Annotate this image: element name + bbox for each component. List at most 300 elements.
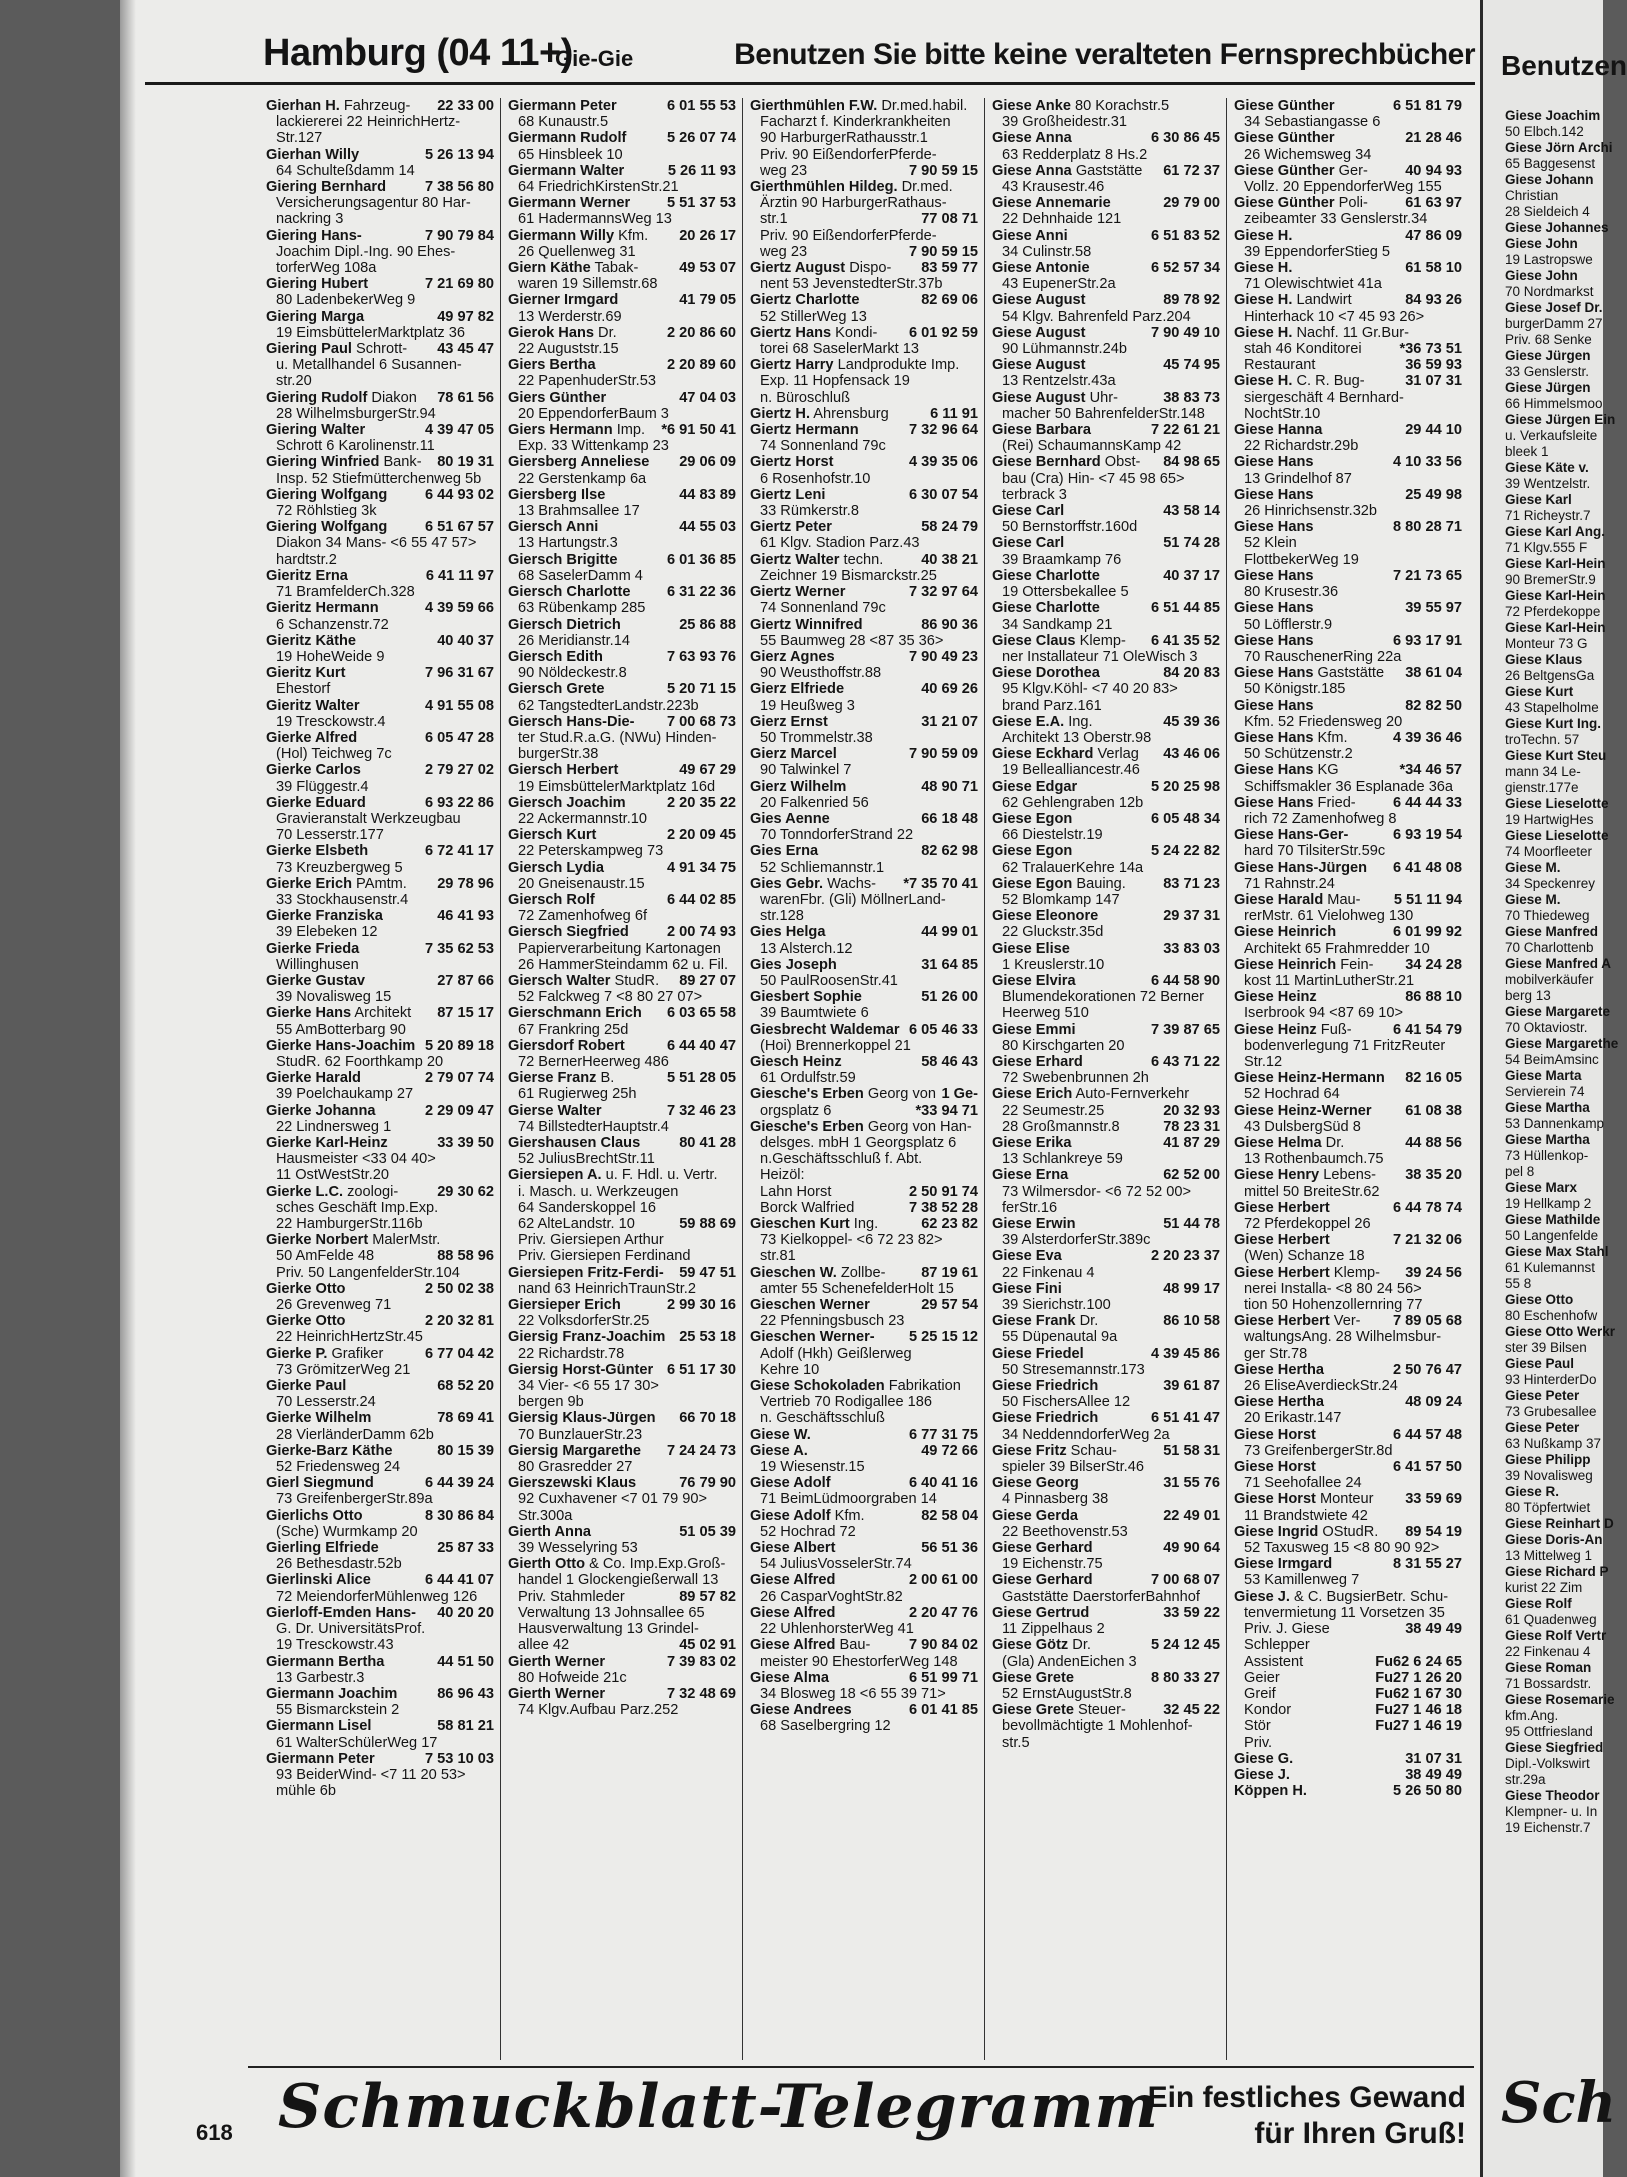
listing-line xyxy=(750,1491,984,1507)
listing-line xyxy=(266,1103,500,1119)
listing-line xyxy=(750,1135,984,1151)
next-page-line: 28 Sieldeich 4 xyxy=(1505,204,1590,219)
listing-text: bau (Cra) Hin- <7 45 98 65> xyxy=(1002,470,1185,487)
phone-number: 2 00 74 93 xyxy=(667,924,736,941)
listing-text: Architekt 13 Oberstr.98 xyxy=(1002,729,1152,746)
listing-text: 50 FischersAllee 12 xyxy=(1002,1394,1131,1411)
listing-line xyxy=(266,260,500,276)
listing-line xyxy=(750,568,984,584)
listing-line xyxy=(508,1103,742,1119)
phone-number: 41 79 05 xyxy=(679,292,736,309)
listing-text: Giering Wolfgang xyxy=(266,519,388,536)
phone-number: 6 44 57 48 xyxy=(1393,1426,1462,1443)
listing-line xyxy=(750,924,984,940)
listing-line xyxy=(266,341,500,357)
listing-text: 63 Redderplatz 8 Hs.2 xyxy=(1002,146,1148,163)
listing-text: Giese Horst xyxy=(1234,1426,1316,1443)
phone-number: 2 00 61 00 xyxy=(909,1572,978,1589)
listing-text: Giese Herbert xyxy=(1234,1199,1330,1216)
listing-text: Giese Erika xyxy=(992,1135,1072,1151)
listing-line xyxy=(750,1281,984,1297)
listing-line xyxy=(750,1427,984,1443)
listing-line xyxy=(266,130,500,146)
listing-text: 74 BillstedterHauptstr.4 xyxy=(518,1118,669,1135)
listing-text: 73 GreifenbergerStr.8d xyxy=(1244,1442,1393,1459)
listing-text: 71 BeimLüdmoorgraben 14 xyxy=(760,1491,937,1508)
listing-line xyxy=(266,1362,500,1378)
next-page-line: Giese Peter xyxy=(1505,1420,1580,1435)
listing-text: Giese Annemarie xyxy=(992,195,1111,212)
listing-line xyxy=(266,1524,500,1540)
listing-line xyxy=(508,390,742,406)
listing-text: Gierke Otto xyxy=(266,1280,346,1297)
listing-text: Giese Günther xyxy=(1234,98,1335,114)
listing-line xyxy=(1234,309,1468,325)
listing-line xyxy=(266,1540,500,1556)
listing-text: (Hol) Teichweg 7c xyxy=(276,746,392,763)
listing-line xyxy=(992,1086,1226,1102)
listing-line xyxy=(992,1232,1226,1248)
next-page-line: Giese Johann xyxy=(1505,172,1594,187)
listing-text: Giese Herbert Ver- xyxy=(1234,1313,1361,1330)
phone-number: 7 00 68 73 xyxy=(667,713,736,730)
listing-line xyxy=(508,211,742,227)
listing-text: 80 Krusestr.36 xyxy=(1244,584,1339,601)
listing-line xyxy=(266,924,500,940)
phone-number: 7 39 87 65 xyxy=(1151,1021,1220,1038)
header-range: Gie-Gie xyxy=(555,46,634,71)
phone-number: 83 71 23 xyxy=(1163,875,1220,892)
listing-line xyxy=(1234,1491,1468,1507)
listing-line xyxy=(508,292,742,308)
listing-text: Geier xyxy=(1244,1669,1280,1686)
listing-text: Giersch Kurt xyxy=(508,827,597,844)
listing-line xyxy=(750,1524,984,1540)
listing-text: Giese G. xyxy=(1234,1750,1294,1767)
phone-number: 31 07 31 xyxy=(1405,1750,1462,1767)
listing-text: Giering Marga xyxy=(266,308,365,325)
listing-line xyxy=(266,1718,500,1734)
next-page-line: Giese R. xyxy=(1505,1484,1560,1499)
listing-line xyxy=(1234,244,1468,260)
listing-text: Zeichner 19 Bismarckstr.25 xyxy=(760,567,937,584)
listing-line xyxy=(508,1184,742,1200)
phone-number: 56 51 36 xyxy=(921,1540,978,1557)
listing-text: Giers Günther xyxy=(508,389,607,406)
listing-line xyxy=(992,1070,1226,1086)
listing-line xyxy=(992,1200,1226,1216)
listing-line xyxy=(1234,1621,1468,1637)
next-page-edge xyxy=(1480,0,1627,2177)
listing-text: Giese Alfred xyxy=(750,1572,836,1589)
listing-line xyxy=(508,1281,742,1297)
phone-number: 7 89 05 68 xyxy=(1393,1313,1462,1330)
listing-line xyxy=(992,779,1226,795)
listing-line xyxy=(992,1459,1226,1475)
listing-line xyxy=(508,519,742,535)
phone-number: 89 27 07 xyxy=(679,972,736,989)
listing-line xyxy=(992,1637,1226,1653)
next-page-line: troTechn. 57 xyxy=(1505,732,1580,747)
listing-line xyxy=(508,1362,742,1378)
listing-line xyxy=(750,1329,984,1345)
listing-text: Giese Hertha xyxy=(1234,1361,1325,1378)
listing-text: Giersig Franz-Joachim xyxy=(508,1329,666,1346)
listing-line xyxy=(508,1038,742,1054)
phone-number: 51 44 78 xyxy=(1163,1216,1220,1233)
phone-number: 6 41 11 97 xyxy=(425,567,494,584)
listing-text: Gieschen Werner- xyxy=(750,1329,875,1346)
listing-line xyxy=(508,633,742,649)
listing-line xyxy=(992,633,1226,649)
listing-line xyxy=(266,941,500,957)
listing-text: Facharzt f. Kinderkrankheiten xyxy=(760,114,951,131)
listing-text: Giese H. xyxy=(1234,260,1293,277)
listing-text: 64 FriedrichKirstenStr.21 xyxy=(518,179,679,196)
phone-number: 66 70 18 xyxy=(679,1410,736,1427)
listing-text: Gieschen Kurt Ing. xyxy=(750,1216,879,1233)
next-page-line: Giese Rolf Vertr xyxy=(1505,1628,1607,1643)
listing-text: 28 WilhelmsburgerStr.94 xyxy=(276,405,436,422)
phone-number: 6 51 44 85 xyxy=(1151,600,1220,617)
phone-number: 31 21 07 xyxy=(921,713,978,730)
listing-text: Giese Harald Mau- xyxy=(1234,891,1361,908)
listing-line xyxy=(992,1410,1226,1426)
listing-text: Gierke L.C. zoologi- xyxy=(266,1183,399,1200)
listing-text: 71 Seehofallee 24 xyxy=(1244,1475,1362,1492)
listing-line xyxy=(266,698,500,714)
listing-text: Giersch Charlotte xyxy=(508,584,631,601)
listing-line xyxy=(750,665,984,681)
listing-line xyxy=(508,1216,742,1232)
listing-line xyxy=(508,1686,742,1702)
listing-line xyxy=(750,147,984,163)
phone-number: Fu62 6 24 65 xyxy=(1375,1653,1462,1670)
listing-text: Giese Fritz Schau- xyxy=(992,1442,1117,1459)
phone-number: 8 31 55 27 xyxy=(1393,1556,1462,1573)
phone-number: 2 79 27 02 xyxy=(425,762,494,779)
listing-text: Giese Hans xyxy=(1234,567,1314,584)
listing-line xyxy=(508,1086,742,1102)
listing-line xyxy=(266,211,500,227)
listing-line xyxy=(508,130,742,146)
listing-text: Gierlinski Alice xyxy=(266,1572,371,1589)
listing-text: zeibeamter 33 Genslerstr.34 xyxy=(1244,211,1428,228)
listing-line xyxy=(750,1103,984,1119)
listing-line xyxy=(508,1589,742,1605)
listing-line xyxy=(508,908,742,924)
listing-text: 19 EimsbüttelerMarktplatz 36 xyxy=(276,324,465,341)
listing-text: Giers Bertha xyxy=(508,357,596,374)
next-page-line: Giese Karl-Hein xyxy=(1505,556,1606,571)
listing-text: Giese Erhard xyxy=(992,1053,1083,1070)
phone-number: 7 39 83 02 xyxy=(667,1653,736,1670)
ad-slogan xyxy=(1148,2080,1466,2152)
listing-text: Borck Walfried xyxy=(760,1199,855,1216)
listing-line xyxy=(750,373,984,389)
listing-line xyxy=(1234,1702,1468,1718)
listing-text: 26 HammerSteindamm 62 u. Fil. xyxy=(518,956,729,973)
listing-text: n. Büroschluß xyxy=(760,389,851,406)
phone-number: 44 88 56 xyxy=(1405,1135,1462,1151)
listing-line xyxy=(750,1265,984,1281)
listing-text: 28 Großmannstr.8 xyxy=(1002,1118,1120,1135)
listing-line xyxy=(266,1070,500,1086)
listing-text: Giese Friedrich xyxy=(992,1378,1099,1395)
phone-number: 59 47 51 xyxy=(679,1264,736,1281)
listing-line xyxy=(750,973,984,989)
phone-number: 40 94 93 xyxy=(1405,162,1462,179)
listing-text: 65 Hinsbleek 10 xyxy=(518,146,623,163)
listing-line xyxy=(508,114,742,130)
phone-number: 47 86 09 xyxy=(1405,227,1462,244)
listing-text: 50 Löfflerstr.9 xyxy=(1244,616,1333,633)
listing-text: 22 UhlenhorsterWeg 41 xyxy=(760,1621,914,1638)
listing-text: 13 Schlankreye 59 xyxy=(1002,1151,1123,1168)
phone-number: 38 83 73 xyxy=(1163,389,1220,406)
listing-line xyxy=(1234,665,1468,681)
listing-text: Gierke-Barz Käthe xyxy=(266,1442,393,1459)
listing-text: Gierhan Willy xyxy=(266,146,360,163)
listing-line xyxy=(266,1135,500,1151)
listing-text: Priv. Stahmleder xyxy=(518,1588,625,1605)
listing-text: 39 Wesselyring 53 xyxy=(518,1540,638,1557)
listing-line xyxy=(508,600,742,616)
phone-number: 82 62 98 xyxy=(921,843,978,860)
phone-number: 8 80 33 27 xyxy=(1151,1669,1220,1686)
listing-text: siergeschäft 4 Bernhard- xyxy=(1244,389,1404,406)
listing-text: 19 Tresckowstr.4 xyxy=(276,713,386,730)
phone-number: 20 26 17 xyxy=(679,227,736,244)
listing-text: Giering Winfried Bank- xyxy=(266,454,422,471)
listing-line xyxy=(992,519,1226,535)
listing-text: 11 Zippelhaus 2 xyxy=(1002,1621,1105,1638)
phone-number: 88 58 96 xyxy=(437,1248,494,1265)
listing-line xyxy=(992,876,1226,892)
listing-line xyxy=(750,1022,984,1038)
listing-text: Giese August xyxy=(992,357,1086,374)
listing-line xyxy=(508,341,742,357)
listing-text: 92 Cuxhavener <7 01 79 90> xyxy=(518,1491,708,1508)
phone-number: 7 90 49 10 xyxy=(1151,324,1220,341)
listing-line xyxy=(508,1508,742,1524)
listing-text: Giermann Peter xyxy=(508,98,617,114)
listing-line xyxy=(1234,973,1468,989)
next-page-line: Giese Otto xyxy=(1505,1292,1574,1307)
listing-line xyxy=(1234,1589,1468,1605)
phone-number: 31 07 31 xyxy=(1405,373,1462,390)
listing-line xyxy=(1234,163,1468,179)
phone-number: 45 74 95 xyxy=(1163,357,1220,374)
listing-text: Schlepper xyxy=(1244,1637,1310,1654)
listing-text: Gierszewski Klaus xyxy=(508,1475,637,1492)
listing-text: 52 Schliemannstr.1 xyxy=(760,859,885,876)
listing-text: Gieschen W. Zollbe- xyxy=(750,1264,886,1281)
listing-line xyxy=(1234,779,1468,795)
header-city: Hamburg (04 11+) xyxy=(263,32,573,74)
listing-line xyxy=(266,1735,500,1751)
listing-text: Giese Emmi xyxy=(992,1021,1076,1038)
listing-line xyxy=(266,876,500,892)
listing-line xyxy=(750,957,984,973)
listing-text: Ärztin 90 HarburgerRathaus- xyxy=(760,195,947,212)
listing-text: Giese Fini xyxy=(992,1280,1062,1297)
listing-text: Gierke Erich PAmtm. xyxy=(266,875,407,892)
listing-line xyxy=(1234,860,1468,876)
listing-line xyxy=(266,487,500,503)
listing-text: FlottbekerWeg 19 xyxy=(1244,551,1359,568)
listing-line xyxy=(750,292,984,308)
listing-line xyxy=(992,454,1226,470)
phone-number: 86 96 43 xyxy=(437,1685,494,1702)
listing-text: 95 Klgv.Köhl- <7 40 20 83> xyxy=(1002,681,1178,698)
listing-text: 26 Bethesdastr.52b xyxy=(276,1556,402,1573)
listing-line xyxy=(266,244,500,260)
column-5 xyxy=(1230,98,1468,2060)
listing-text: Giering Walter xyxy=(266,422,366,439)
listing-text: Giese Hans xyxy=(1234,454,1314,471)
listing-text: Gierke Otto xyxy=(266,1313,346,1330)
listing-text: Giersch Joachim xyxy=(508,794,626,811)
listing-text: Giertz Leni xyxy=(750,486,826,503)
listing-line xyxy=(992,244,1226,260)
listing-line xyxy=(266,1654,500,1670)
phone-number: 6 44 40 47 xyxy=(667,1037,736,1054)
listing-text: 43 Krausestr.46 xyxy=(1002,179,1105,196)
listing-line xyxy=(750,1686,984,1702)
listing-text: 90 Lühmannstr.24b xyxy=(1002,341,1127,358)
listing-line xyxy=(750,1054,984,1070)
listing-line xyxy=(992,390,1226,406)
listing-text: 28 VierländerDamm 62b xyxy=(276,1426,434,1443)
listing-text: 55 Baumweg 28 <87 35 36> xyxy=(760,632,944,649)
phone-number: 48 09 24 xyxy=(1405,1394,1462,1411)
listing-text: Adolf (Hkh) Geißlerweg xyxy=(760,1345,912,1362)
listing-line xyxy=(992,260,1226,276)
listing-text: Giersiepen A. u. F. Hdl. u. Vertr. xyxy=(508,1167,718,1184)
listing-line xyxy=(992,600,1226,616)
listing-text: 6 Schanzenstr.72 xyxy=(276,616,389,633)
listing-text: 62 TralauerKehre 14a xyxy=(1002,859,1144,876)
next-page-line: u. Verkaufsleite xyxy=(1505,428,1598,443)
listing-text: 52 Friedensweg 24 xyxy=(276,1459,401,1476)
listing-text: Giese Georg xyxy=(992,1475,1079,1492)
listing-text: bevollmächtigte 1 Mohlenhof- xyxy=(1002,1718,1193,1735)
listing-line xyxy=(750,1151,984,1167)
next-page-line: Giese Karl-Hein xyxy=(1505,620,1606,635)
listing-line xyxy=(992,1589,1226,1605)
phone-number: 33 59 69 xyxy=(1405,1491,1462,1508)
listing-line xyxy=(750,746,984,762)
phone-number: 84 93 26 xyxy=(1405,292,1462,309)
next-page-line: 61 Quadenweg xyxy=(1505,1612,1597,1627)
phone-number: 7 90 59 09 xyxy=(909,746,978,763)
phone-number: 61 08 38 xyxy=(1405,1102,1462,1119)
listing-text: Priv. J. Giese xyxy=(1244,1621,1330,1638)
next-page-line: Giese John xyxy=(1505,268,1578,283)
listing-text: Giertz Harry Landprodukte Imp. xyxy=(750,357,960,374)
listing-text: Lahn Horst xyxy=(760,1183,832,1200)
listing-text: 53 Kamillenweg 7 xyxy=(1244,1572,1360,1589)
listing-text: Giersch Rolf xyxy=(508,891,595,908)
phone-number: 51 58 31 xyxy=(1163,1442,1220,1459)
listing-text: 26 CasparVoghtStr.82 xyxy=(760,1588,903,1605)
phone-number: 6 01 36 85 xyxy=(667,551,736,568)
phone-number: 6 77 31 75 xyxy=(909,1426,978,1443)
ad-divider xyxy=(248,2066,1474,2068)
phone-number: 6 51 83 52 xyxy=(1151,227,1220,244)
listing-text: Giese J. & C. BugsierBetr. Schu- xyxy=(1234,1588,1449,1605)
listing-text: Gierke Johanna xyxy=(266,1102,376,1119)
phone-number: 7 53 10 03 xyxy=(425,1750,494,1767)
phone-number: 6 44 41 07 xyxy=(425,1572,494,1589)
listing-text: 73 GreifenbergerStr.89a xyxy=(276,1491,433,1508)
next-page-line: 80 Eschenhofw xyxy=(1505,1308,1598,1323)
listing-line xyxy=(992,211,1226,227)
listing-line xyxy=(1234,730,1468,746)
listing-text: Giersch Brigitte xyxy=(508,551,618,568)
next-page-line: kurist 22 Zim xyxy=(1505,1580,1583,1595)
listing-line xyxy=(508,1394,742,1410)
listing-line xyxy=(508,1329,742,1345)
listing-line xyxy=(266,843,500,859)
next-page-line: Servierein 74 xyxy=(1505,1084,1585,1099)
next-page-line: 90 BremerStr.9 xyxy=(1505,572,1596,587)
listing-text: 74 Sonnenland 79c xyxy=(760,438,886,455)
listing-line xyxy=(508,730,742,746)
phone-number: 58 24 79 xyxy=(921,519,978,536)
listing-line xyxy=(992,1216,1226,1232)
listing-text: 80 Kirschgarten 20 xyxy=(1002,1037,1125,1054)
next-page-line: Giese Rolf xyxy=(1505,1596,1572,1611)
listing-text: Giese Antonie xyxy=(992,260,1090,277)
listing-line xyxy=(992,292,1226,308)
listing-text: Giese Hans xyxy=(1234,632,1314,649)
listing-line xyxy=(508,1637,742,1653)
next-page-line: Giese M. xyxy=(1505,892,1561,907)
listing-line xyxy=(750,617,984,633)
phone-number: 6 51 99 71 xyxy=(909,1669,978,1686)
listing-line xyxy=(508,163,742,179)
phone-number: *7 35 70 41 xyxy=(903,875,978,892)
column-4 xyxy=(988,98,1227,2060)
phone-number: 7 32 46 23 xyxy=(667,1102,736,1119)
listing-text: Willinghusen xyxy=(276,956,359,973)
listing-line xyxy=(750,876,984,892)
listing-text: Giese Hans xyxy=(1234,486,1314,503)
listing-line xyxy=(750,163,984,179)
listing-text: ner Installateur 71 OleWisch 3 xyxy=(1002,648,1198,665)
listing-line xyxy=(508,665,742,681)
phone-number: 2 20 23 37 xyxy=(1151,1248,1220,1265)
listing-line xyxy=(1234,406,1468,422)
listing-text: Giese Hans-Ger- xyxy=(1234,827,1349,844)
listing-text: Giese Horst Monteur xyxy=(1234,1491,1374,1508)
listing-text: Giese Charlotte xyxy=(992,567,1100,584)
listing-text: 90 Talwinkel 7 xyxy=(760,762,852,779)
listing-line xyxy=(1234,130,1468,146)
listing-text: 1 Kreuslerstr.10 xyxy=(1002,956,1105,973)
listing-text: Stör xyxy=(1244,1718,1271,1735)
listing-line xyxy=(1234,1281,1468,1297)
listing-text: Verwaltung 13 Johnsallee 65 xyxy=(518,1604,705,1621)
listing-text: 39 Baumtwiete 6 xyxy=(760,1005,869,1022)
phone-number: 38 49 49 xyxy=(1405,1766,1462,1783)
column-3 xyxy=(746,98,985,2060)
listing-line xyxy=(750,1459,984,1475)
listing-text: 54 JuliusVosselerStr.74 xyxy=(760,1556,912,1573)
listing-line xyxy=(508,957,742,973)
